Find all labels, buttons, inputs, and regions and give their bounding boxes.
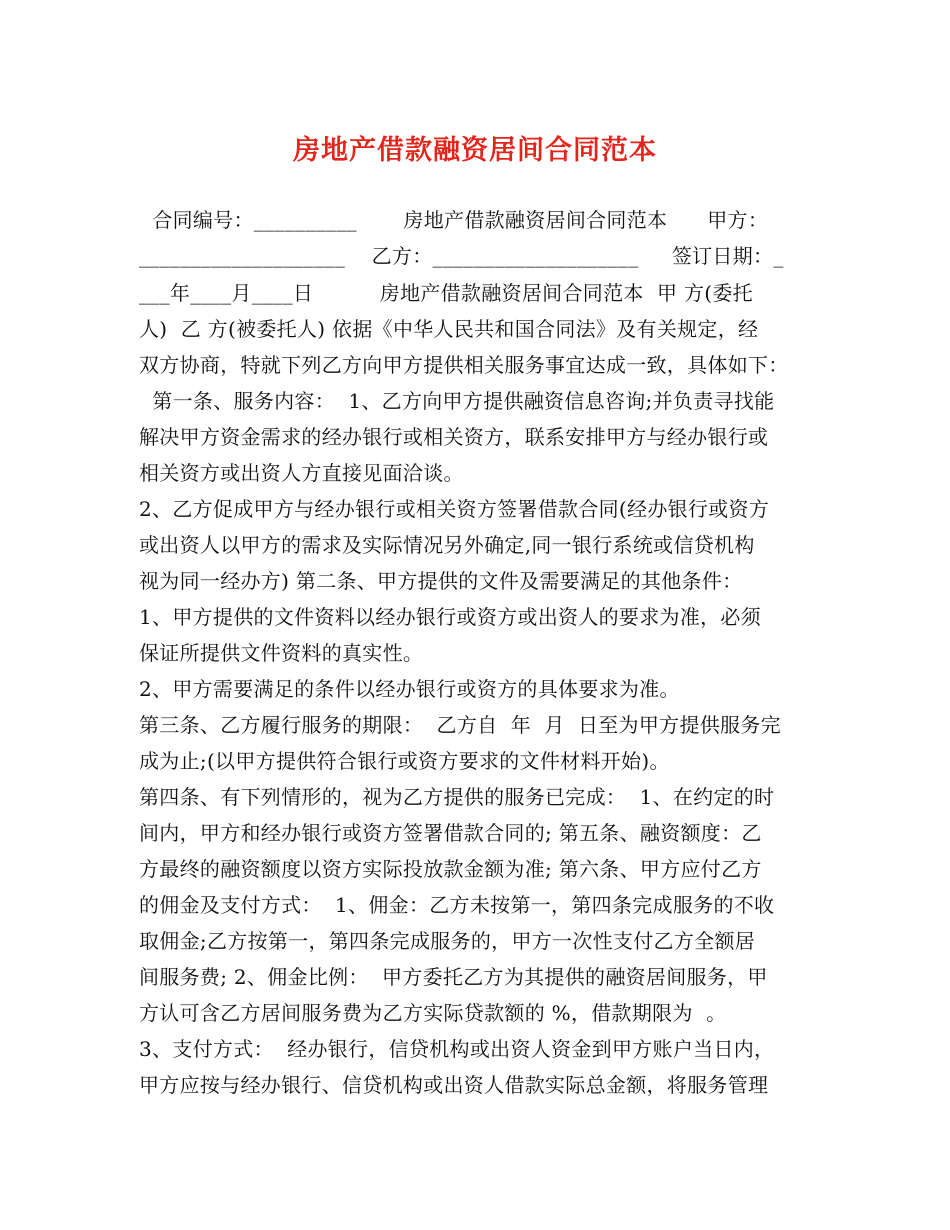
- text-line: 第四条、有下列情形的，视为乙方提供的服务已完成： 1、在约定的时: [139, 785, 775, 809]
- text-line: 双方协商，特就下列乙方向甲方提供相关服务事宜达成一致，具体如下：: [139, 353, 789, 377]
- text-line: 1、甲方提供的文件资料以经办银行或资方或出资人的要求为准，必须: [139, 605, 762, 629]
- text-line: 的佣金及支付方式： 1、佣金：乙方未按第一，第四条完成服务的不收: [139, 893, 775, 917]
- text-line: 视为同一经办方) 第二条、甲方提供的文件及需要满足的其他条件：: [139, 569, 743, 593]
- text-line: 相关资方或出资人方直接见面洽谈。: [139, 461, 464, 485]
- text-line: 2、乙方促成甲方与经办银行或相关资方签署借款合同(经办银行或资方: [139, 497, 770, 521]
- text-line: 3、支付方式： 经办银行，信贷机构或出资人资金到甲方账户当日内，: [139, 1037, 775, 1061]
- text-line: 解决甲方资金需求的经办银行或相关资方，联系安排甲方与经办银行或: [139, 425, 769, 449]
- text-line: 甲方应按与经办银行、信贷机构或出资人借款实际总金额，将服务管理: [139, 1073, 769, 1097]
- text-line: 方认可含乙方居间服务费为乙方实际贷款额的 %，借款期限为 。: [139, 1001, 727, 1025]
- text-line: 间内，甲方和经办银行或资方签署借款合同的; 第五条、融资额度：乙: [139, 821, 762, 845]
- text-line: 合同编号：__________ 房地产借款融资居间合同范本 甲方：: [139, 208, 769, 232]
- text-line: 间服务费; 2、佣金比例： 甲方委托乙方为其提供的融资居间服务，甲: [139, 965, 768, 989]
- text-line: 成为止;(以甲方提供符合银行或资方要求的文件材料开始)。: [139, 749, 670, 773]
- text-line: 第三条、乙方履行服务的期限： 乙方自 年 月 日至为甲方提供服务完: [139, 713, 781, 737]
- text-line: 保证所提供文件资料的真实性。: [139, 641, 424, 665]
- document-title: 房地产借款融资居间合同范本: [293, 135, 657, 166]
- text-line: 人) 乙 方(被委托人) 依据《中华人民共和国合同法》及有关规定，经: [139, 317, 759, 341]
- text-line: 取佣金;乙方按第一，第四条完成服务的，甲方一次性支付乙方全额居: [139, 929, 756, 953]
- text-line: 第一条、服务内容： 1、乙方向甲方提供融资信息咨询;并负责寻找能: [139, 389, 775, 413]
- text-line: 方最终的融资额度以资方实际投放款金额为准; 第六条、甲方应付乙方: [139, 857, 762, 881]
- text-line: ___年____月____日 房地产借款融资居间合同范本 甲 方(委托: [139, 281, 753, 305]
- text-line: 2、甲方需要满足的条件以经办银行或资方的具体要求为准。: [139, 677, 680, 701]
- text-line: ____________________ 乙方：____________________ 签订日期：_: [139, 244, 784, 268]
- text-line: 或出资人以甲方的需求及实际情况另外确定,同一银行系统或信贷机构: [139, 533, 755, 557]
